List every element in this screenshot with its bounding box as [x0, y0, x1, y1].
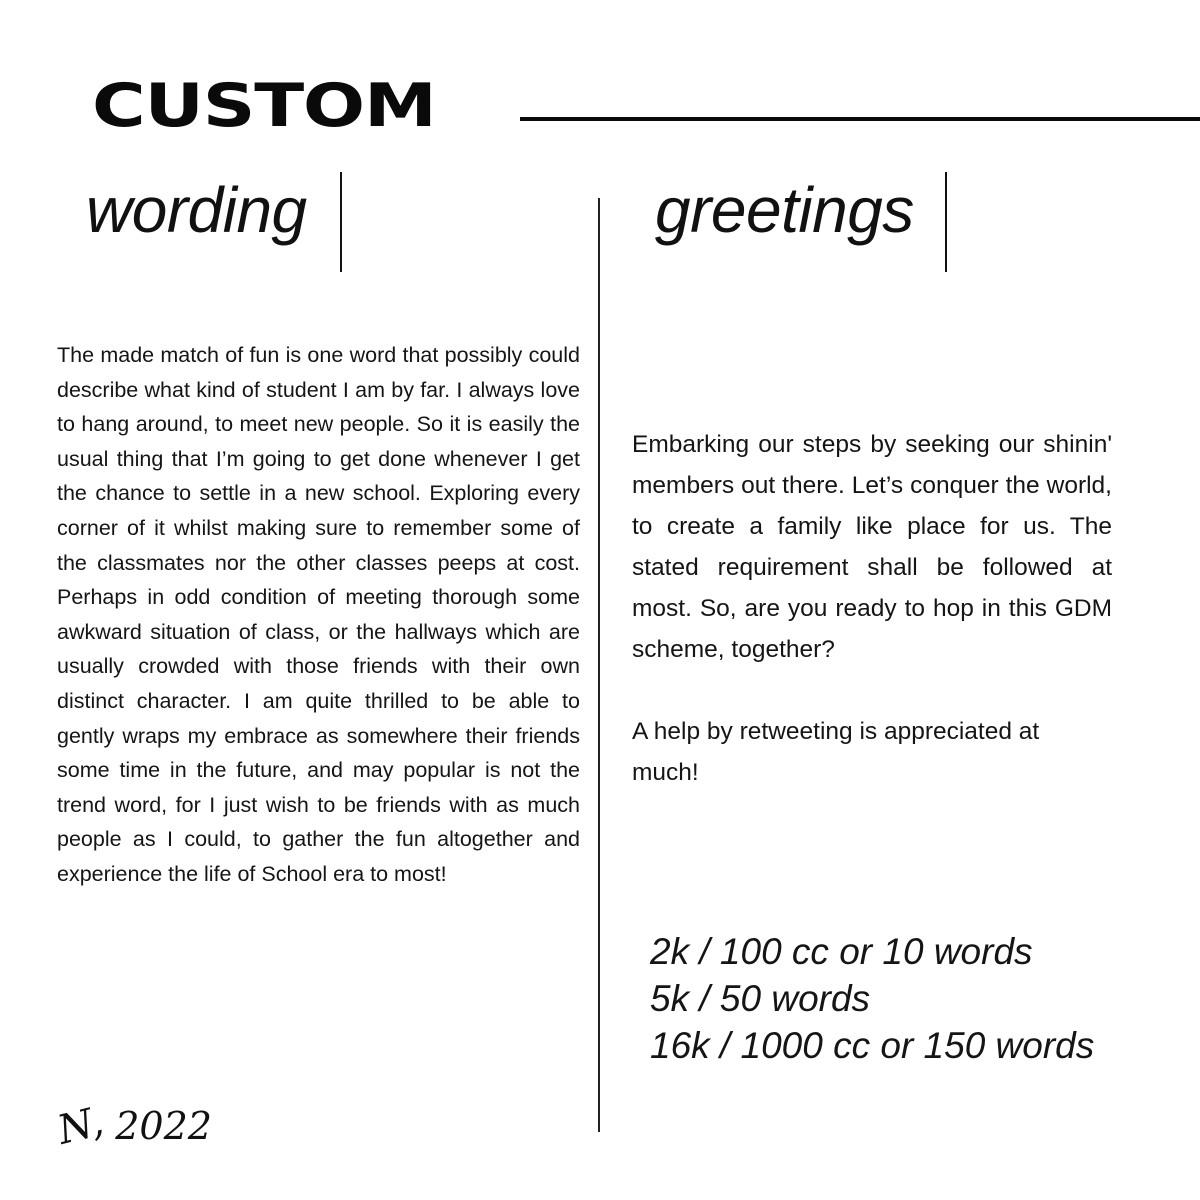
left-column-heading: wording	[86, 174, 307, 246]
greetings-paragraph: Embarking our steps by seeking our shinin' members out there. Let’s conquer the world, to create a family like place for us. The stated requirement shall be followed at most. So, are you ready to hop in this GDM scheme, together?	[632, 431, 1112, 663]
price-item: 5k / 50 words	[650, 978, 871, 1019]
signature-year: 2022	[115, 1104, 212, 1148]
greetings-text-block	[632, 424, 1112, 793]
price-item: 16k / 1000 cc or 150 words	[650, 1025, 1095, 1066]
retweet-note: A help by retweeting is appreciated at much!	[632, 718, 1040, 786]
signature-initial: N,	[53, 1098, 109, 1154]
wording-sample-text: The made match of fun is one word that possibly could describe what kind of student I am by far. I always love to hang around, to meet new people. So it is easily the usual thing that I’m going to get done whenever I get the chance to settle in a new school. Exploring every corner of it whilst making sure to remember some of the classmates nor the other classes peeps at cost. Perhaps in odd condition of meeting thorough some awkward situation of class, or the hallways which are usually crowded with those friends with their own distinct character. I am quite thrilled to be able to gently wraps my embrace as somewhere their friends some time in the future, and may popular is not the trend word, for I just wish to be friends with as much people as I could, to gather the fun altogether and experience the life of School era to most!	[57, 343, 580, 886]
right-heading-bar	[945, 172, 947, 272]
column-divider	[598, 198, 600, 1132]
signature	[53, 1098, 212, 1154]
left-heading-bar	[340, 172, 342, 272]
right-column-heading: greetings	[655, 174, 914, 246]
page-title: CUSTOM	[92, 71, 436, 141]
price-item: 2k / 100 cc or 10 words	[650, 931, 1033, 972]
title-rule	[520, 117, 1200, 121]
paragraph-spacer	[632, 670, 1112, 711]
price-list	[650, 928, 1094, 1069]
